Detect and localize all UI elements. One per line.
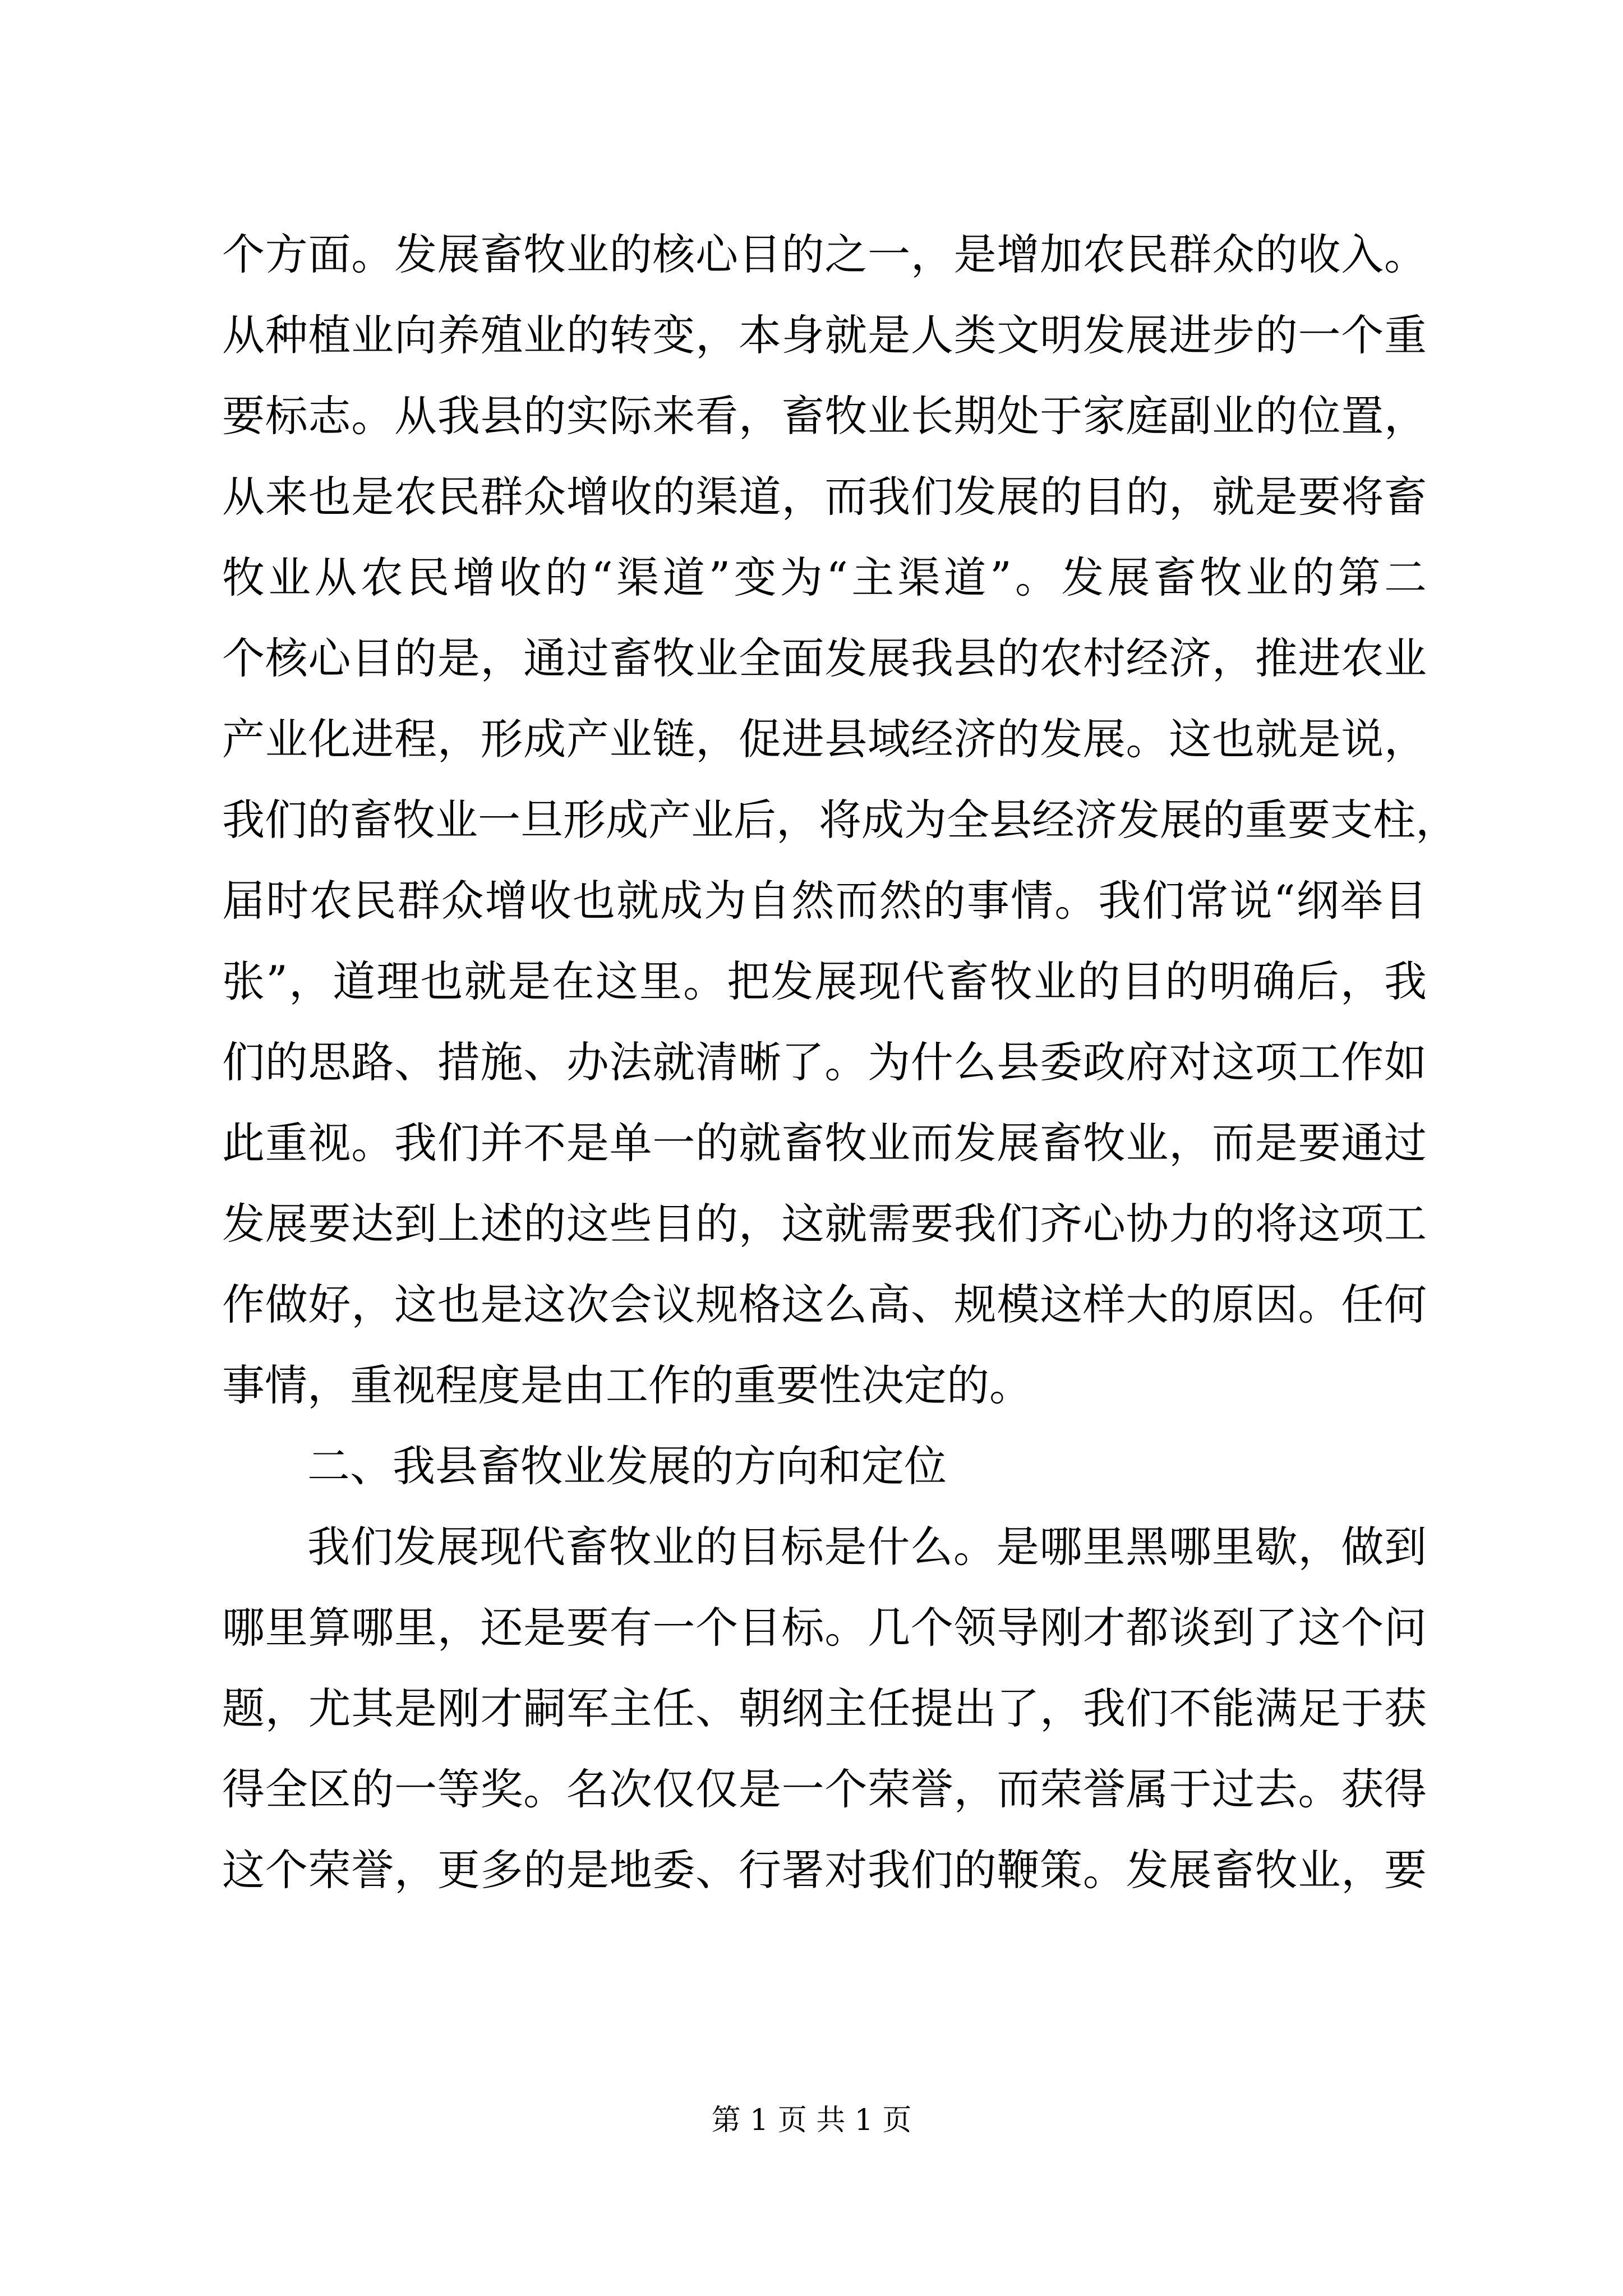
text-line: 届时农民群众增收也就成为自然而然的事情。我们常说“纲举目 — [222, 876, 1427, 926]
text-line: 张”，道理也就是在这里。把发展现代畜牧业的目的明确后，我 — [222, 956, 1427, 1006]
paragraph-first-line: 我们发展现代畜牧业的目标是什么。是哪里黑哪里歇，做到 — [307, 1522, 1427, 1572]
section-heading: 二、我县畜牧业发展的方向和定位 — [307, 1441, 947, 1491]
text-line: 此重视。我们并不是单一的就畜牧业而发展畜牧业，而是要通过 — [222, 1118, 1427, 1168]
text-line: 要标志。从我县的实际来看，畜牧业长期处于家庭副业的位置， — [222, 391, 1427, 441]
text-line: 个方面。发展畜牧业的核心目的之一，是增加农民群众的收入。 — [222, 229, 1427, 279]
text-line: 们的思路、措施、办法就清晰了。为什么县委政府对这项工作如 — [222, 1037, 1427, 1087]
body-text — [222, 214, 1458, 1911]
paragraph-last-line: 事情，重视程度是由工作的重要性决定的。 — [222, 1360, 1032, 1410]
text-line: 发展要达到上述的这些目的，这就需要我们齐心协力的将这项工 — [222, 1199, 1427, 1249]
text-line: 题，尤其是刚才嗣军主任、朝纲主任提出了，我们不能满足于获 — [222, 1683, 1427, 1733]
text-line: 得全区的一等奖。名次仅仅是一个荣誉，而荣誉属于过去。获得 — [222, 1764, 1427, 1814]
text-line: 从种植业向养殖业的转变，本身就是人类文明发展进步的一个重 — [222, 310, 1427, 360]
text-line: 哪里算哪里，还是要有一个目标。几个领导刚才都谈到了这个问 — [222, 1603, 1427, 1653]
text-line: 我们的畜牧业一旦形成产业后，将成为全县经济发展的重要支柱， — [222, 795, 1458, 845]
page-footer: 第 1 页 共 1 页 — [711, 2104, 912, 2137]
text-line: 从来也是农民群众增收的渠道，而我们发展的目的，就是要将畜 — [222, 472, 1427, 522]
text-line: 个核心目的是，通过畜牧业全面发展我县的农村经济，推进农业 — [222, 633, 1427, 683]
text-line: 牧业从农民增收的“渠道”变为“主渠道”。发展畜牧业的第二 — [222, 553, 1427, 602]
text-line: 这个荣誉，更多的是地委、行署对我们的鞭策。发展畜牧业，要 — [222, 1845, 1427, 1895]
text-line: 产业化进程，形成产业链，促进县域经济的发展。这也就是说， — [222, 714, 1427, 764]
text-line: 作做好，这也是这次会议规格这么高、规模这样大的原因。任何 — [222, 1280, 1427, 1329]
